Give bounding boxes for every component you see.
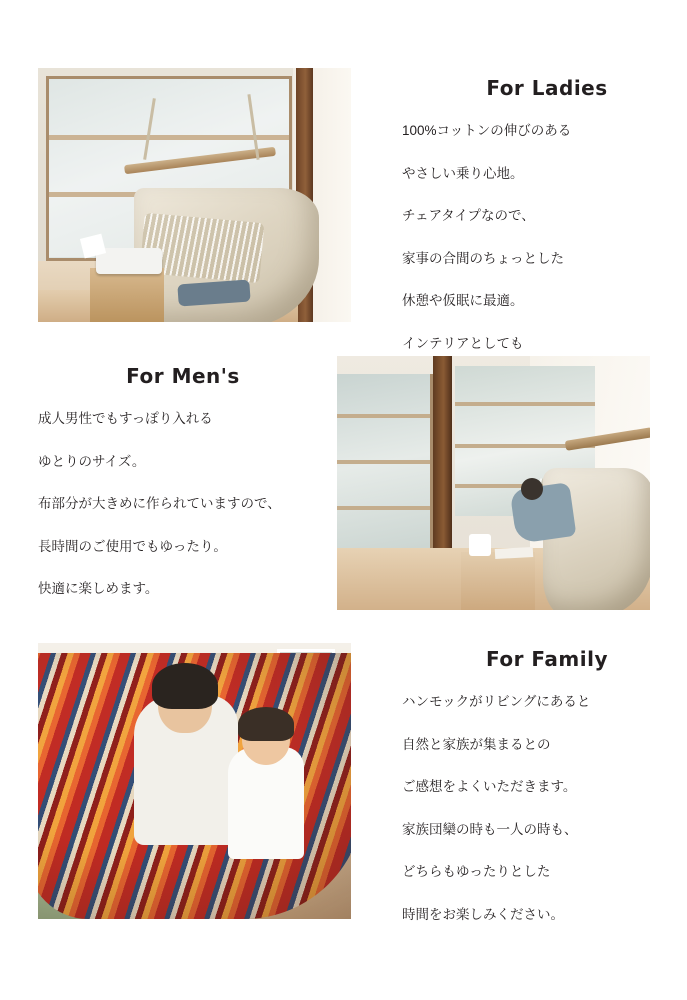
adult-hair <box>152 663 218 709</box>
window-slat <box>337 460 430 464</box>
window-slat <box>455 402 595 406</box>
window-slat <box>337 414 430 418</box>
body-line: 100%コットンの伸びのある <box>402 123 572 138</box>
body-line: ゆとりのサイズ。 <box>38 453 146 469</box>
book <box>495 547 533 559</box>
heading-for-family: For Family <box>486 647 608 671</box>
body-line: チェアタイプなので、 <box>402 208 535 223</box>
photo-for-mens <box>337 356 650 610</box>
window-slat <box>337 506 430 510</box>
body-line: ご感想をよくいただきます。 <box>402 779 577 794</box>
body-line: やさしい乗り心地。 <box>402 165 524 181</box>
body-line: 長時間のご使用でもゆったり。 <box>38 538 227 554</box>
window-left <box>337 374 433 550</box>
body-line: インテリアとしても <box>402 335 524 351</box>
person-head <box>521 478 543 500</box>
section-for-family <box>38 643 687 942</box>
section-for-mens <box>38 356 650 617</box>
wooden-stool <box>90 268 164 322</box>
side-table <box>461 552 535 610</box>
child-hair <box>238 707 294 741</box>
body-line: 家族団欒の時も一人の時も、 <box>402 821 578 837</box>
body-line: 時間をお楽しみください。 <box>402 906 564 922</box>
photo-for-family <box>38 643 351 919</box>
body-line: 成人男性でもすっぽり入れる <box>38 411 213 426</box>
photo-for-ladies <box>38 68 351 322</box>
copy-for-mens <box>38 356 328 617</box>
heading-for-ladies: For Ladies <box>486 76 608 100</box>
body-line: 布部分が大きめに作られていますので、 <box>38 496 281 511</box>
body-line: 休憩や仮眠に最適。 <box>402 293 524 308</box>
heading-for-mens: For Men's <box>126 364 240 388</box>
body-line: どちらもゆったりとした <box>402 864 551 879</box>
mug <box>469 534 491 556</box>
seated-person <box>510 482 577 544</box>
copy-for-family <box>402 643 687 942</box>
body-line: 家事の合間のちょっとした <box>402 250 564 266</box>
body-line: 自然と家族が集まるとの <box>402 736 551 752</box>
body-line: ハンモックがリビングにあると <box>402 694 591 709</box>
body-line: 快適に楽しめます。 <box>38 581 159 596</box>
